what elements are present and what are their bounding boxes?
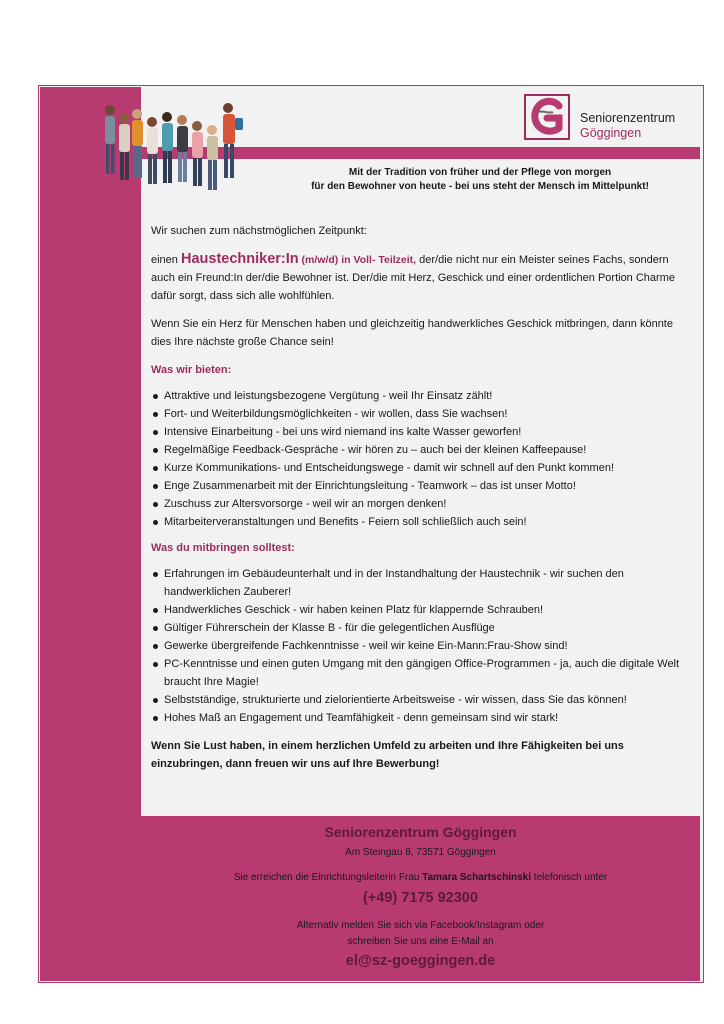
list-item: PC-Kenntnisse und einen guten Umgang mit den gängigen Office-Programmen - ja, auch die digitale Welt braucht Ihre Magie! [151,655,691,691]
footer-address: Am Steingau 8, 73571 Göggingen [345,847,496,858]
offer-title: Was wir bieten: [151,364,232,376]
tagline-line2: für den Bewohner von heute - bei uns steht der Mensch im Mittelpunkt! [311,181,649,192]
list-item: Kurze Kommunikations- und Entscheidungswege - damit wir schnell auf den Punkt kommen! [151,459,691,477]
contact-prefix: Sie erreichen die Einrichtungsleiterin Frau [233,872,423,883]
person-3 [132,109,143,178]
person-2 [119,113,130,180]
list-item: Hohes Maß an Engagement und Teamfähigkeit - denn gemeinsam sind wir stark! [151,709,691,727]
logo-mark-icon [535,101,559,131]
contact-person: Tamara Schartschinski [422,872,532,883]
footer-email[interactable]: el@sz-goeggingen.de [345,953,496,969]
list-item: Gewerke übergreifende Fachkenntnisse - weil wir keine Ein-Mann:Frau-Show sind! [151,637,691,655]
list-item: Attraktive und leistungsbezogene Vergütung - weil Ihr Einsatz zählt! [151,387,691,405]
sidebar-stripe [40,87,141,981]
logo-line1: Seniorenzentrum [580,111,676,125]
logo-line2: Göggingen [580,126,642,140]
team-illustration [96,100,252,208]
person-8 [207,125,218,190]
requirements-title: Was du mitbringen solltest: [151,542,295,554]
footer-company-name: Seniorenzentrum Göggingen [324,824,517,840]
job-description: der/die nicht nur ein Meister seines Fachs, sondern auch ein Freund:In der/die Bewohner ist. Der/die mit Herz, Geschick und einer ordentlichen Portion Charme dafür sorgt, dass sich alle wohlfühlen. [151,254,675,302]
contact-footer [141,816,700,981]
tagline-line1: Mit der Tradition von früher und der Pflege von morgen [348,167,612,178]
person-7 [192,121,203,186]
footer-phone[interactable]: (+49) 7175 92300 [363,890,478,906]
list-item: Regelmäßige Feedback-Gespräche - wir hören zu – auch bei der kleinen Kaffeepause! [151,441,691,459]
job-prefix: einen [151,254,181,266]
appeal-text: Wenn Sie ein Herz für Menschen haben und gleichzeitig handwerkliches Geschick mitbringen, dann könnte dies Ihre nächste große Chance sein! [151,318,673,348]
person-1 [105,105,115,174]
list-item: Fort- und Weiterbildungsmöglichkeiten - wir wollen, dass Sie wachsen! [151,405,691,423]
list-item: Mitarbeiterveranstaltungen und Benefits - Feiern soll schließlich auch sein! [151,513,691,531]
list-item: Zuschuss zur Altersvorsorge - weil wir an morgen denken! [151,495,691,513]
list-item: Erfahrungen im Gebäudeunterhalt und in der Instandhaltung der Haustechnik - wir suchen den handwerklichen Zauberer! [151,565,691,601]
requirements-list [151,565,691,727]
person-5 [162,112,173,183]
job-title: Haustechniker:In [180,251,299,267]
job-type: (m/w/d) in Voll- Teilzeit, [298,254,417,266]
footer-contact [141,872,700,883]
list-item: Gültiger Führerschein der Klasse B - für die gelegentlichen Ausflüge [151,619,691,637]
intro-text: Wir suchen zum nächstmöglichen Zeitpunkt: [151,225,367,237]
job-paragraph [151,250,691,305]
job-ad-content [151,222,691,773]
footer-alt-line1: Alternativ melden Sie sich via Facebook/Instagram oder [296,920,545,931]
person-6 [177,115,188,182]
person-4 [147,117,158,184]
closing-text: Wenn Sie Lust haben, in einem herzlichen Umfeld zu arbeiten und Ihre Fähigkeiten bei uns einzubringen, dann freuen wir uns auf Ihre Bewerbung! [151,740,624,770]
offer-list [151,387,691,531]
list-item: Intensive Einarbeitung - bei uns wird niemand ins kalte Wasser geworfen! [151,423,691,441]
logo-text [580,111,675,141]
tagline [260,166,700,194]
person-9 [223,103,243,178]
footer-alt-line2: schreiben Sie uns eine E-Mail an [347,936,494,947]
list-item: Selbstständige, strukturierte und zielorientierte Arbeitsweise - wir wissen, dass Sie das können! [151,691,691,709]
list-item: Handwerkliches Geschick - wir haben keinen Platz für klappernde Schrauben! [151,601,691,619]
contact-suffix: telefonisch unter [531,872,608,883]
list-item: Enge Zusammenarbeit mit der Einrichtungsleitung - Teamwork – das ist unser Motto! [151,477,691,495]
